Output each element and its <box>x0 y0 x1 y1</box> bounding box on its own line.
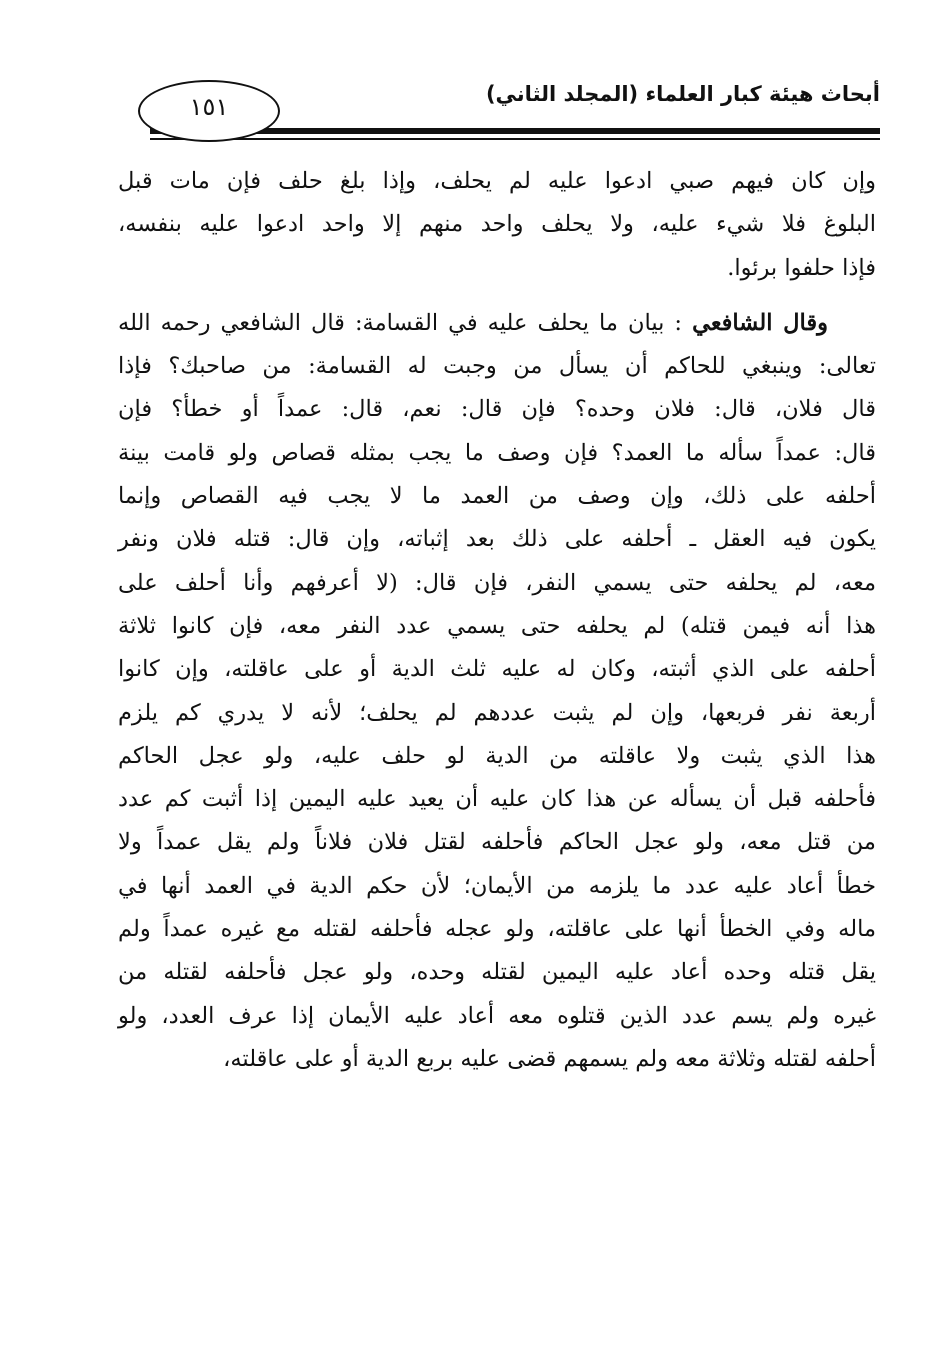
text-line: أحلفه لقتله وثلاثة معه ولم يسمهم قضى عليه بربع الدية أو على عاقلته، <box>223 1045 876 1072</box>
text-line: يقل قتله وحده أعاد عليه اليمين لقتله وحده، ولو عجل فأحلفه لقتله من <box>118 959 876 986</box>
text-line: من قتل معه، ولو عجل الحاكم فأحلفه لقتل فلان فلاناً ولم يقل عمداً ولا <box>118 829 876 856</box>
text-line: ماله وفي الخطأ أنها على عاقلته، ولو عجله فأحلفه لقتله مع غيره عمداً ولم <box>118 916 876 943</box>
text-line: قال فلان، قال: فلان وحده؟ فإن قال: نعم، قال: عمداً أو خطأ؟ فإن <box>118 396 876 423</box>
text-line: أحلفه على الذي أثبته، وكان له عليه ثلث الدية أو على عاقلته، وإن كانوا <box>118 656 876 683</box>
running-title: أبحاث هيئة كبار العلماء (المجلد الثاني) <box>485 82 880 106</box>
text-line-first <box>118 302 876 345</box>
paragraph-gap <box>118 290 876 302</box>
text-line: أربعة نفر فربعها، وإن لم يثبت عددهم لم يحلف؛ لأنه لا يدري كم يلزم <box>118 699 876 726</box>
first-line-text: : بيان ما يحلف عليه في القسامة: قال الشافعي رحمه الله <box>118 309 683 336</box>
text-line: أحلفه على ذلك، وإن وصف من العمد ما لا يجب فيه القصاص وإنما <box>118 483 876 510</box>
header-rule-thin <box>150 138 880 140</box>
page-number: ١٥١ <box>189 93 229 121</box>
paragraph-1 <box>118 160 876 290</box>
text-line: وإن كان فيهم صبي ادعوا عليه لم يحلف، وإذا بلغ حلف فإن مات قبل <box>118 168 876 194</box>
text-line: هذا الذي يثبت ولا عاقلته من الدية لو حلف عليه، ولو عجل الحاكم <box>118 742 876 769</box>
body-text <box>118 160 876 1081</box>
text-line: خطأ أعاد عليه عدد ما يلزمه من الأيمان؛ لأن حكم الدية في العمد أنها في <box>118 872 876 899</box>
text-line: قال: عمداً سأله ما العمد؟ فإن وصف ما يجب بمثله قصاص ولو قامت بينة <box>118 439 876 466</box>
page-number-oval <box>138 80 280 142</box>
text-line: معه، لم يحلفه حتى يسمي النفر، فإن قال: (لا أعرفهم وأنا أحلف على <box>118 569 876 596</box>
page-header <box>110 62 880 152</box>
text-line: البلوغ فلا شيء عليه، ولا يحلف واحد منهم إلا واحد ادعوا عليه بنفسه، <box>118 211 876 238</box>
text-line: فأحلفه قبل أن يسأله عن هذا كان عليه أن يعيد عليه اليمين إذا أثبت كم عدد <box>118 786 876 813</box>
text-line: فإذا حلفوا برئوا. <box>727 254 876 281</box>
paragraph-lead: وقال الشافعي <box>692 309 829 336</box>
text-line: غيره ولم يسم عدد الذين قتلوه معه أعاد عليه الأيمان إذا عرف العدد، ولو <box>118 1002 876 1029</box>
text-line: يكون فيه العقل ـ أحلفه على ذلك بعد إثباته، وإن قال: قتله فلان ونفر <box>118 526 876 553</box>
text-line: هذا أنه فيمن قتله) لم يحلفه حتى يسمي عدد النفر معه، فإن كانوا ثلاثة <box>118 612 876 639</box>
text-line: تعالى: وينبغي للحاكم أن يسأل من وجبت له القسامة: من صاحبك؟ فإذا <box>118 353 876 380</box>
paragraph-2 <box>118 302 876 1081</box>
